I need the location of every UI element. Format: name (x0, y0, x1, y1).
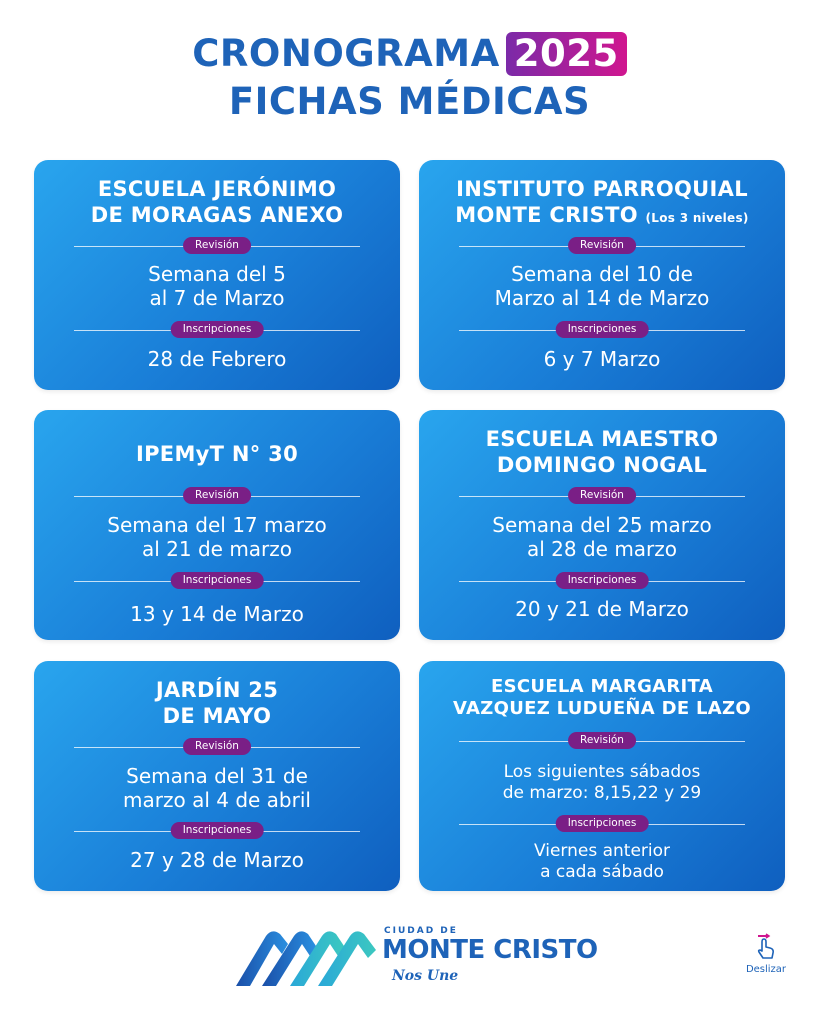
revision-dates (34, 513, 400, 561)
revision-label: Revisión (183, 237, 251, 254)
revision-line2: marzo al 4 de abril (123, 788, 311, 812)
school-name-line1: ESCUELA MARGARITA (491, 676, 713, 697)
school-name-note: (Los 3 niveles) (645, 211, 749, 225)
revision-label: Revisión (183, 487, 251, 504)
inscripciones-dates (419, 597, 785, 621)
inscripciones-label: Inscripciones (556, 815, 649, 832)
revision-line2: Marzo al 14 de Marzo (494, 286, 710, 310)
revision-line2: al 7 de Marzo (149, 286, 285, 310)
revision-dates (419, 262, 785, 310)
school-name-line2: DOMINGO NOGAL (496, 453, 708, 477)
school-name (419, 426, 785, 478)
revision-divider (74, 237, 360, 255)
revision-line1: Semana del 5 (148, 262, 286, 286)
school-name (34, 176, 400, 228)
swipe-label: Deslizar (745, 964, 787, 975)
inscripciones-line2: a cada sábado (540, 862, 664, 882)
revision-label: Revisión (568, 487, 636, 504)
logo-small-text: CIUDAD DE (384, 926, 458, 936)
title-line2: FICHAS MÉDICAS (228, 80, 591, 123)
revision-line1: Semana del 31 de (126, 764, 308, 788)
revision-line2: al 28 de marzo (526, 537, 678, 561)
title-line1: CRONOGRAMA (192, 32, 500, 75)
revision-divider (74, 738, 360, 756)
inscripciones-divider (459, 572, 745, 590)
logo-mark-icon (232, 922, 382, 996)
revision-label: Revisión (568, 237, 636, 254)
school-name-line1: INSTITUTO PARROQUIAL (456, 177, 748, 201)
revision-line1: Los siguientes sábados (503, 762, 701, 782)
school-card (34, 160, 400, 390)
inscripciones-dates (419, 347, 785, 371)
revision-line1: Semana del 17 marzo (107, 513, 327, 537)
inscripciones-line1: 6 y 7 Marzo (543, 347, 661, 371)
inscripciones-label: Inscripciones (171, 572, 264, 589)
school-name-line1: IPEMyT N° 30 (136, 442, 298, 466)
school-name (419, 176, 785, 231)
hand-swipe-icon (754, 933, 778, 961)
revision-divider (459, 237, 745, 255)
school-name (34, 677, 400, 729)
inscripciones-divider (74, 822, 360, 840)
revision-dates (34, 764, 400, 812)
school-card (419, 661, 785, 891)
revision-divider (459, 732, 745, 750)
revision-label: Revisión (183, 738, 251, 755)
inscripciones-divider (74, 321, 360, 339)
inscripciones-dates (34, 347, 400, 371)
inscripciones-line1: 27 y 28 de Marzo (130, 848, 304, 872)
revision-line2: de marzo: 8,15,22 y 29 (502, 783, 702, 803)
logo-tagline: Nos Une (392, 968, 459, 984)
inscripciones-line1: Viernes anterior (533, 841, 671, 861)
inscripciones-label: Inscripciones (171, 822, 264, 839)
inscripciones-line1: 28 de Febrero (147, 347, 287, 371)
revision-line2: al 21 de marzo (141, 537, 293, 561)
page-title (0, 30, 819, 126)
school-name-line2: DE MORAGAS ANEXO (90, 203, 344, 227)
inscripciones-dates (34, 602, 400, 626)
revision-dates (419, 762, 785, 804)
school-name-line1: JARDÍN 25 (155, 678, 279, 702)
school-name-line2: DE MAYO (162, 704, 272, 728)
revision-dates (419, 513, 785, 561)
revision-line1: Semana del 25 marzo (492, 513, 712, 537)
school-name-line2: MONTE CRISTO (455, 203, 638, 227)
school-name-line1: ESCUELA JERÓNIMO (97, 177, 337, 201)
school-name (34, 441, 400, 467)
school-card (34, 661, 400, 891)
school-card (419, 160, 785, 390)
inscripciones-dates (419, 841, 785, 883)
inscripciones-label: Inscripciones (556, 321, 649, 338)
swipe-indicator[interactable] (740, 933, 792, 975)
school-card (34, 410, 400, 640)
revision-line1: Semana del 10 de (511, 262, 693, 286)
inscripciones-label: Inscripciones (171, 321, 264, 338)
inscripciones-line1: 13 y 14 de Marzo (130, 602, 304, 626)
revision-divider (74, 487, 360, 505)
inscripciones-dates (34, 848, 400, 872)
school-name-line1: ESCUELA MAESTRO (485, 427, 719, 451)
revision-divider (459, 487, 745, 505)
inscripciones-divider (74, 572, 360, 590)
school-name (419, 676, 785, 720)
inscripciones-label: Inscripciones (556, 572, 649, 589)
monte-cristo-logo (232, 922, 598, 996)
school-card (419, 410, 785, 640)
inscripciones-divider (459, 815, 745, 833)
revision-label: Revisión (568, 732, 636, 749)
logo-main-text: MONTE CRISTO (382, 935, 598, 965)
year-badge: 2025 (506, 32, 627, 76)
inscripciones-divider (459, 321, 745, 339)
revision-dates (34, 262, 400, 310)
inscripciones-line1: 20 y 21 de Marzo (515, 597, 689, 621)
school-name-line2: VAZQUEZ LUDUEÑA DE LAZO (453, 698, 751, 719)
